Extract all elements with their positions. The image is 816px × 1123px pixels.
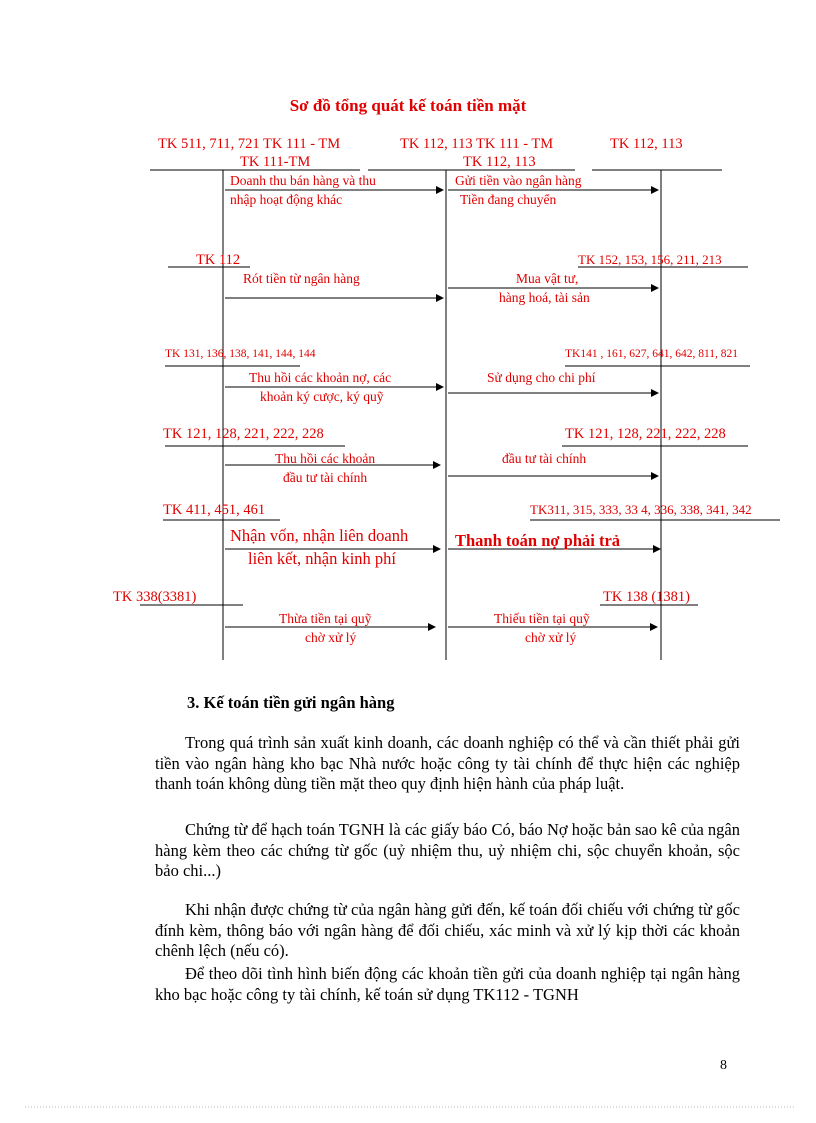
- row6-right-line1: Thiếu tiền tại quỹ: [494, 611, 590, 626]
- header-middle-accounts: TK 112, 113 TK 111 - TM: [400, 136, 554, 152]
- row1-right-line1: Gửi tiền vào ngân hàng: [455, 173, 582, 188]
- row5-right-line1: Thanh toán nợ phải trả: [455, 531, 621, 550]
- row6-left-line2: chờ xử lý: [305, 630, 357, 645]
- row3-right-line1: Sử dụng cho chi phí: [487, 370, 596, 385]
- row4-left-account: TK 121, 128, 221, 222, 228: [163, 426, 324, 442]
- row4-left-line2: đầu tư tài chính: [283, 470, 368, 485]
- row5-left-line2: liên kết, nhận kinh phí: [248, 549, 397, 568]
- header-right-accounts: TK 112, 113: [610, 136, 683, 152]
- paragraph-4-text: Để theo dõi tình hình biến động các khoản tiền gửi của doanh nghiệp tại ngân hàng kho bạc hoặc công ty tài chính, kế toán sử dụng TK112 - TGNH: [155, 964, 740, 1004]
- row2-left-account: TK 112: [196, 252, 241, 268]
- page-number: 8: [720, 1058, 727, 1073]
- row2-right-line2: hàng hoá, tài sản: [499, 290, 590, 305]
- paragraph-2-text: Chứng từ để hạch toán TGNH là các giấy báo Có, báo Nợ hoặc bản sao kê của ngân hàng kèm theo các chứng từ gốc (uỷ nhiệm thu, uỷ nhiệm chi, sộc chuyển khoản, sộc bảo chi...): [155, 820, 740, 880]
- paragraph-4: [155, 964, 740, 1005]
- diagram-title: Sơ đồ tổng quát kế toán tiền mặt: [289, 96, 527, 115]
- row6-right-account: TK 138 (1381): [603, 589, 690, 605]
- paragraph-3: [155, 900, 740, 962]
- section-heading: 3. Kế toán tiền gửi ngân hàng: [187, 693, 395, 712]
- paragraph-3-text: Khi nhận được chứng từ của ngân hàng gửi đến, kế toán đối chiếu với chứng từ gốc đính kèm, thông báo với ngân hàng để đối chiếu, xác minh và xử lý kịp thời các khoản chênh lệch (nếu có).: [155, 900, 740, 960]
- row6-left-line1: Thừa tiền tại quỹ: [279, 611, 372, 626]
- row5-right-account: TK311, 315, 333, 33 4, 336, 338, 341, 342: [530, 502, 752, 517]
- row2-right-account: TK 152, 153, 156, 211, 213: [578, 252, 722, 267]
- row1-right-line2: Tiền đang chuyển: [460, 192, 557, 207]
- header-sub-middle: TK 112, 113: [463, 154, 536, 170]
- row4-left-line1: Thu hồi các khoản: [275, 451, 376, 466]
- row3-left-line2: khoản ký cược, ký quỹ: [260, 389, 384, 404]
- header-sub-left: TK 111-TM: [240, 154, 311, 170]
- row6-right-line2: chờ xử lý: [525, 630, 577, 645]
- row1-left-line1: Doanh thu bán hàng và thu: [230, 173, 376, 188]
- paragraph-2: [155, 820, 740, 882]
- row4-right-account: TK 121, 128, 221, 222, 228: [565, 426, 726, 442]
- paragraph-1: [155, 733, 740, 795]
- row3-left-line1: Thu hồi các khoản nợ, các: [249, 370, 392, 385]
- row3-left-account: TK 131, 136, 138, 141, 144, 144: [165, 348, 316, 360]
- row5-left-account: TK 411, 451, 461: [163, 502, 266, 518]
- paragraph-1-text: Trong quá trình sản xuất kinh doanh, các doanh nghiệp có thể và cần thiết phải gửi tiền vào ngân hàng kho bạc Nhà nước hoặc công ty tài chính để thực hiện các nghiệp thanh toán không dùng tiền mặt theo quy định hiện hành của pháp luật.: [155, 733, 740, 793]
- row5-left-line1: Nhận vốn, nhận liên doanh: [230, 526, 409, 545]
- row1-left-line2: nhập hoạt động khác: [230, 192, 343, 207]
- row4-right-line1: đầu tư tài chính: [502, 451, 587, 466]
- row2-left-line1: Rót tiền từ ngân hàng: [243, 271, 360, 286]
- row2-right-line1: Mua vật tư,: [516, 271, 579, 286]
- row6-left-account: TK 338(3381): [113, 589, 197, 605]
- row3-right-account: TK141 , 161, 627, 641, 642, 811, 821: [565, 348, 739, 360]
- header-left-accounts: TK 511, 711, 721 TK 111 - TM: [158, 136, 341, 152]
